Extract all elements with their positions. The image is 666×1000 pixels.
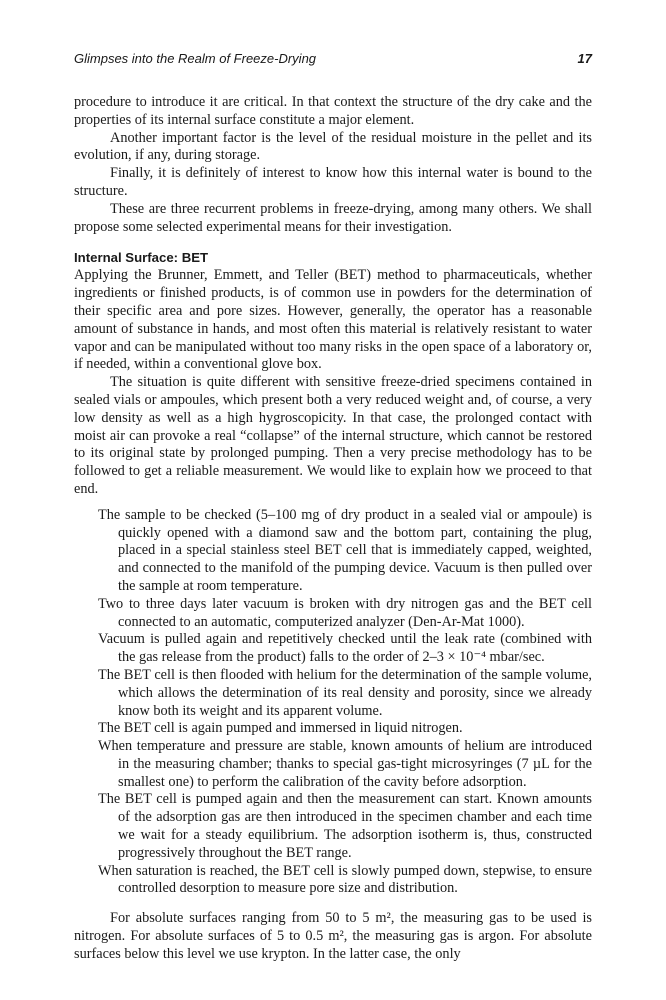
list-item: When temperature and pressure are stable, known amounts of helium are introduced in the measuring chamber; thanks to special gas-tight microsyringes (7 µL for the smallest one) to perform the calibration of the cavity before adsorption.: [98, 738, 592, 790]
paragraph: These are three recurrent problems in freeze-drying, among many others. We shall propose some selected experimental means for their investigation.: [74, 200, 592, 235]
page-body: [74, 94, 592, 964]
list-item: Vacuum is pulled again and repetitively checked until the leak rate (combined with the gas release from the product) falls to the order of 2–3 × 10⁻⁴ mbar/sec.: [98, 631, 592, 666]
paragraph: Applying the Brunner, Emmett, and Teller (BET) method to pharmaceuticals, whether ingredients or finished products, is of common use in powders for the determination of their specific area and pore sizes. However, generally, the operator has a reasonable amount of substance in hands, and most often this material is relatively resistant to water vapor and can be manipulated without too many risks in the open space of a laboratory or, if needed, within a conventional glove box.: [74, 267, 592, 373]
list-item: Two to three days later vacuum is broken with dry nitrogen gas and the BET cell connected to an automatic, computerized analyzer (Den-Ar-Mat 1000).: [98, 595, 592, 630]
section-heading: Internal Surface: BET: [74, 250, 209, 266]
list-item: The BET cell is then flooded with helium for the determination of the sample volume, which allows the determination of its real density and porosity, since we already know both its weight and its apparent volume.: [98, 666, 592, 719]
paragraph: Finally, it is definitely of interest to know how this internal water is bound to the structure.: [74, 165, 592, 199]
paragraph: Another important factor is the level of the residual moisture in the pellet and its evolution, if any, during storage.: [74, 129, 592, 164]
running-title: Glimpses into the Realm of Freeze-Drying: [74, 51, 317, 66]
page-number: 17: [577, 51, 592, 66]
paragraph: The situation is quite different with sensitive freeze-dried specimens contained in sealed vials or ampoules, which present both a very reduced weight and, of course, a very low density as well as a high hygroscopicity. In that case, the prolonged contact with moist air can provoke a real “collapse” of the internal structure, which cannot be restored to its original state by prolonged pumping. Then a very precise methodology has to be followed to get a reliable measurement. We would like to explain how we proceed to that end.: [74, 374, 592, 497]
procedure-list: [98, 507, 592, 899]
list-item: The BET cell is again pumped and immersed in liquid nitrogen.: [98, 720, 463, 737]
list-item: The sample to be checked (5–100 mg of dry product in a sealed vial or ampoule) is quickly opened with a diamond saw and the bottom part, containing the plug, placed in a special stainless steel BET cell that is immediately capped, weighted, and connected to the manifold of the pumping device. Vacuum is then pulled over the sample at room temperature.: [98, 506, 592, 594]
running-head: [74, 51, 592, 69]
paragraph: procedure to introduce it are critical. In that context the structure of the dry cake and the properties of its internal surface constitute a major element.: [74, 94, 592, 128]
list-item: When saturation is reached, the BET cell is slowly pumped down, stepwise, to ensure controlled desorption to measure pore size and distribution.: [98, 862, 592, 897]
paragraph: For absolute surfaces ranging from 50 to 5 m², the measuring gas to be used is nitrogen. For absolute surfaces of 5 to 0.5 m², the measuring gas is argon. For absolute surfaces below this level we use krypton. In the latter case, the only: [74, 910, 592, 962]
list-item: The BET cell is pumped again and then the measurement can start. Known amounts of the adsorption gas are then introduced in the specimen chamber and each time we wait for a steady equilibrium. The adsorption isotherm is, thus, constructed progressively throughout the BET range.: [98, 791, 592, 861]
